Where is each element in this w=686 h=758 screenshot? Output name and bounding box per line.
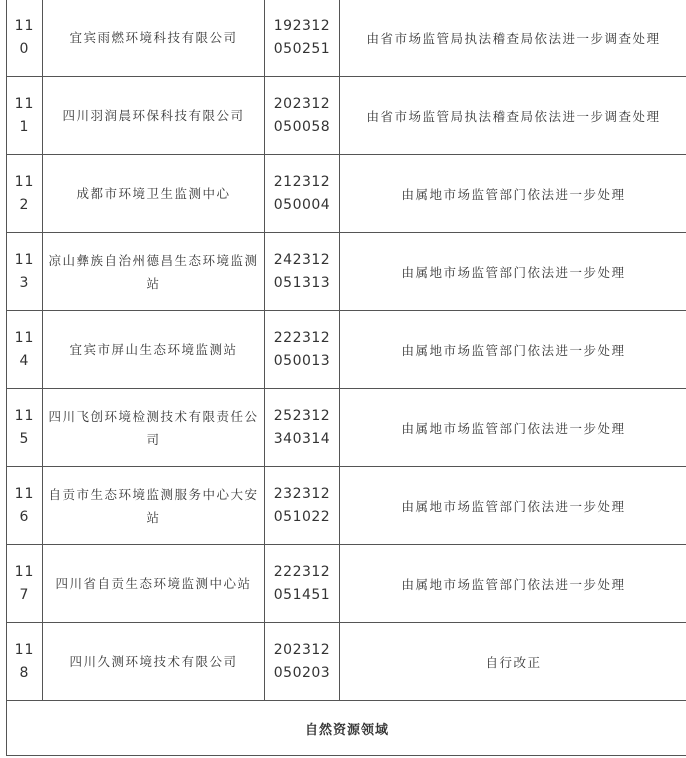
certificate-code: 242312 051313 xyxy=(265,233,340,311)
table-row xyxy=(7,155,686,233)
row-index: 11 5 xyxy=(7,389,43,467)
certificate-code: 202312 050203 xyxy=(265,623,340,701)
certificate-code: 202312 050058 xyxy=(265,77,340,155)
table-row xyxy=(7,389,686,467)
institution-name: 四川久测环境技术有限公司 xyxy=(43,623,265,701)
table-row xyxy=(7,0,686,77)
row-index: 11 8 xyxy=(7,623,43,701)
institution-name: 自贡市生态环境监测服务中心大安站 xyxy=(43,467,265,545)
certificate-code: 222312 050013 xyxy=(265,311,340,389)
institution-name: 四川省自贡生态环境监测中心站 xyxy=(43,545,265,623)
institution-name: 四川飞创环境检测技术有限责任公司 xyxy=(43,389,265,467)
handling-action: 由属地市场监管部门依法进一步处理 xyxy=(340,467,686,545)
table-row xyxy=(7,467,686,545)
certificate-code: 222312 051451 xyxy=(265,545,340,623)
certificate-code: 212312 050004 xyxy=(265,155,340,233)
row-index: 11 2 xyxy=(7,155,43,233)
row-index: 11 6 xyxy=(7,467,43,545)
handling-action: 自行改正 xyxy=(340,623,686,701)
certificate-code: 192312 050251 xyxy=(265,0,340,77)
institution-name: 宜宾雨燃环境科技有限公司 xyxy=(43,0,265,77)
handling-action: 由属地市场监管部门依法进一步处理 xyxy=(340,233,686,311)
institution-name: 凉山彝族自治州德昌生态环境监测站 xyxy=(43,233,265,311)
table-body xyxy=(7,0,686,756)
table-row xyxy=(7,77,686,155)
institution-name: 宜宾市屏山生态环境监测站 xyxy=(43,311,265,389)
institution-name: 成都市环境卫生监测中心 xyxy=(43,155,265,233)
handling-action: 由属地市场监管部门依法进一步处理 xyxy=(340,155,686,233)
handling-action: 由省市场监管局执法稽查局依法进一步调查处理 xyxy=(340,77,686,155)
certificate-code: 232312 051022 xyxy=(265,467,340,545)
institution-name: 四川羽润晨环保科技有限公司 xyxy=(43,77,265,155)
row-index: 11 1 xyxy=(7,77,43,155)
handling-action: 由属地市场监管部门依法进一步处理 xyxy=(340,311,686,389)
table-row xyxy=(7,545,686,623)
row-index: 11 3 xyxy=(7,233,43,311)
section-row xyxy=(7,701,686,756)
table-row xyxy=(7,233,686,311)
row-index: 11 7 xyxy=(7,545,43,623)
table-row xyxy=(7,623,686,701)
handling-action: 由属地市场监管部门依法进一步处理 xyxy=(340,545,686,623)
records-table xyxy=(6,0,686,756)
table-row xyxy=(7,311,686,389)
handling-action: 由省市场监管局执法稽查局依法进一步调查处理 xyxy=(340,0,686,77)
handling-action: 由属地市场监管部门依法进一步处理 xyxy=(340,389,686,467)
row-index: 11 4 xyxy=(7,311,43,389)
section-title: 自然资源领域 xyxy=(7,701,686,756)
row-index: 11 0 xyxy=(7,0,43,77)
certificate-code: 252312 340314 xyxy=(265,389,340,467)
